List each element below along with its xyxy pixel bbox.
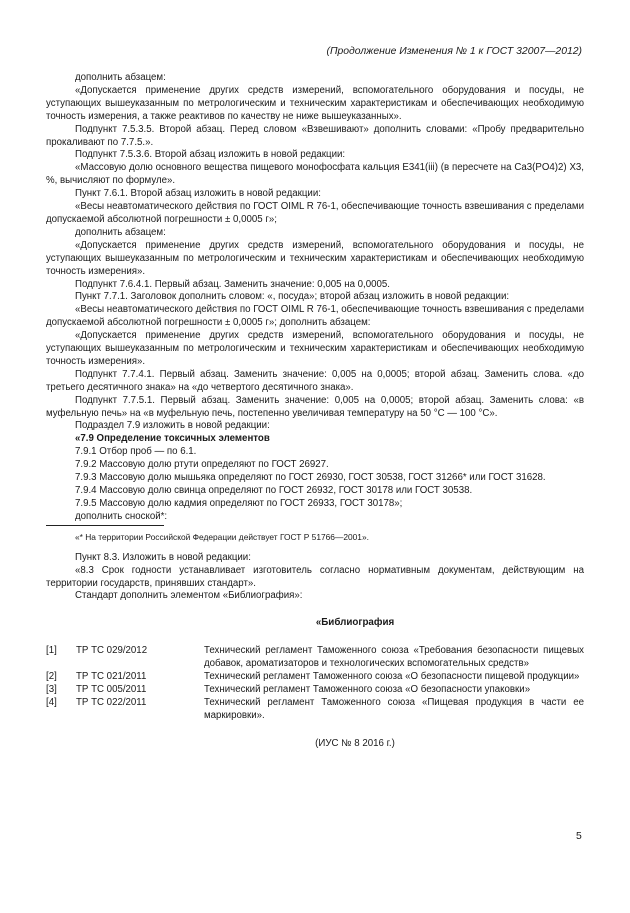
paragraph: «Допускается применение других средств измерений, вспомогательного оборудования и посуды, не уступающих вышеуказанным по метрологическим и техническим характеристикам и обеспечивающих необходимую точность измерения, а также реактивов по качеству не ниже вышеуказанных». — [46, 84, 584, 122]
running-header: (Продолжение Изменения № 1 к ГОСТ 32007—2012) — [326, 46, 582, 57]
paragraph: Подпункт 7.7.4.1. Первый абзац. Заменить значение: 0,005 на 0,0005; второй абзац. Заменить слова. «до третьего десятичного знака» на «до четвертого десятичного знака». — [46, 368, 584, 393]
bibliography-number: [4] — [46, 696, 57, 708]
bibliography-number: [1] — [46, 645, 57, 657]
bibliography-description: Технический регламент Таможенного союза «Требования безопасности пищевых добавок, ароматизаторов и технологических вспомогательных средств» — [204, 645, 584, 670]
section-heading: «7.9 Определение токсичных элементов — [75, 433, 270, 445]
paragraph: «Весы неавтоматического действия по ГОСТ OIML R 76-1, обеспечивающие точность взвешивания с пределами допускаемой абсолютной погрешности ± 0,0005 г»; — [46, 201, 584, 225]
paragraph: «Весы неавтоматического действия по ГОСТ OIML R 76-1, обеспечивающие точность взвешивания с пределами допускаемой абсолютной погрешности ± 0,0005 г»; дополнить абзацем: — [46, 304, 584, 329]
page-number: 5 — [576, 831, 582, 842]
ius-reference: (ИУС № 8 2016 г.) — [315, 737, 395, 749]
paragraph: Пункт 8.3. Изложить в новой редакции: — [75, 551, 251, 563]
bibliography-code: ТР ТС 021/2011 — [76, 671, 147, 683]
paragraph: Подраздел 7.9 изложить в новой редакции: — [75, 420, 270, 432]
paragraph: 7.9.5 Массовую долю кадмия определяют по ГОСТ 26933, ГОСТ 30178»; — [75, 497, 403, 509]
bibliography-code: ТР ТС 022/2011 — [76, 696, 147, 708]
paragraph: 7.9.2 Массовую долю ртути определяют по ГОСТ 26927. — [75, 459, 329, 471]
paragraph: 7.9.4 Массовую долю свинца определяют по ГОСТ 26932, ГОСТ 30178 или ГОСТ 30538. — [75, 485, 473, 496]
bibliography-item — [46, 645, 584, 671]
paragraph: Подпункт 7.5.3.6. Второй абзац изложить в новой редакции: — [75, 149, 346, 161]
paragraph: Пункт 7.6.1. Второй абзац изложить в новой редакции: — [75, 188, 321, 200]
paragraph: Подпункт 7.5.3.5. Второй абзац. Перед словом «Взвешивают» дополнить словами: «Пробу предварительно прокаливают по 7.7.5.». — [46, 123, 584, 148]
bibliography-title: «Библиография — [315, 617, 395, 629]
document-body — [46, 72, 584, 751]
footnote-divider — [46, 525, 164, 526]
paragraph: 7.9.1 Отбор проб — по 6.1. — [75, 446, 197, 458]
bibliography-code: ТР ТС 005/2011 — [76, 683, 147, 695]
bibliography-description: Технический регламент Таможенного союза «О безопасности упаковки» — [204, 683, 531, 695]
paragraph: дополнить абзацем: — [75, 226, 166, 238]
bibliography-item — [46, 697, 584, 723]
bibliography-description: Технический регламент Таможенного союза «Пищевая продукция в части ее маркировки». — [204, 696, 584, 721]
paragraph: «Допускается применение других средств измерений, вспомогательного оборудования и посуды, не уступающих вышеуказанным по метрологическим и техническим характеристикам и обеспечивающих необходимую точность измерения». — [46, 239, 584, 277]
paragraph: Подпункт 7.7.5.1. Первый абзац. Заменить значение: 0,005 на 0,0005; второй абзац. Заменить слова: «в муфельную печь» на «в муфельную печь, постепенно увеличивая температуру на 50 °C — 100 °C». — [46, 394, 584, 419]
footnote: «* На территории Российской Федерации действует ГОСТ Р 51766—2001». — [75, 531, 369, 542]
paragraph: дополнить абзацем: — [75, 72, 166, 83]
paragraph: Стандарт дополнить элементом «Библиография»: — [75, 590, 303, 602]
paragraph: Пункт 7.7.1. Заголовок дополнить словом: «, посуда»; второй абзац изложить в новой редакции: — [75, 291, 510, 303]
paragraph: Подпункт 7.6.4.1. Первый абзац. Заменить значение: 0,005 на 0,0005. — [75, 278, 390, 290]
bibliography-number: [2] — [46, 671, 57, 683]
paragraph: «8.3 Срок годности устанавливает изготовитель согласно нормативным документам, действующим на территории государств, принявших стандарт». — [46, 564, 584, 589]
bibliography-code: ТР ТС 029/2012 — [76, 645, 148, 657]
bibliography-item — [46, 671, 584, 684]
bibliography-number: [3] — [46, 683, 57, 695]
paragraph: дополнить сноской*: — [75, 510, 168, 522]
bibliography-item — [46, 684, 584, 697]
paragraph: «Допускается применение других средств измерений, вспомогательного оборудования и посуды, не уступающих вышеуказанным по метрологическим и техническим характеристикам и обеспечивающих необходимую точность измерения». — [46, 330, 584, 367]
paragraph: «Массовую долю основного вещества пищевого монофосфата кальция Е341(iii) (в пересчете на Ca3(PO4)2) X3, %, вычисляют по формуле». — [46, 162, 584, 187]
paragraph: 7.9.3 Массовую долю мышьяка определяют по ГОСТ 26930, ГОСТ 30538, ГОСТ 31266* или ГОСТ 31628. — [75, 472, 546, 484]
bibliography-description: Технический регламент Таможенного союза «О безопасности пищевой продукции» — [204, 671, 580, 683]
